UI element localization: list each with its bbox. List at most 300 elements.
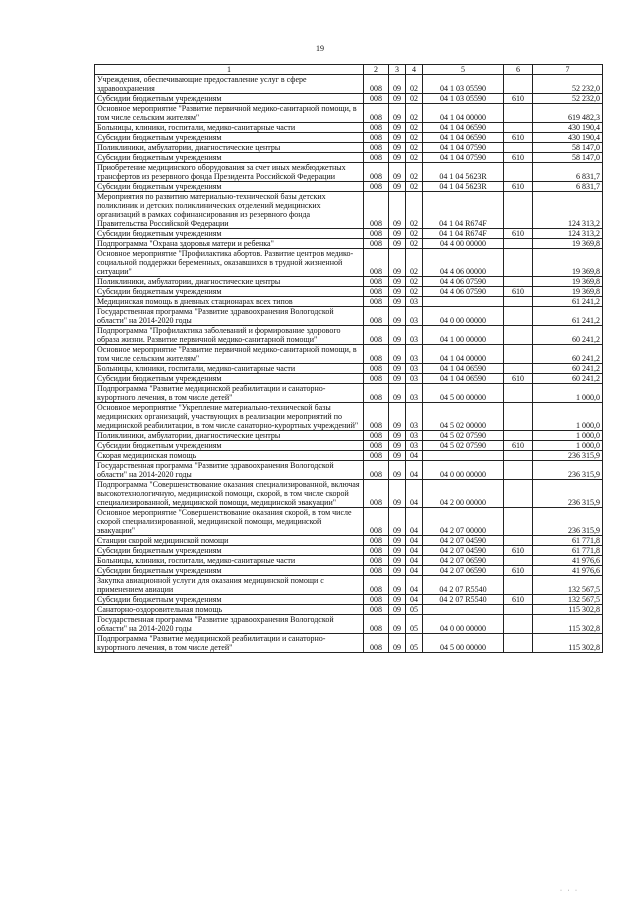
column-header: 6: [504, 65, 533, 75]
row-name: Медицинская помощь в дневных стационарах всех типов: [95, 297, 364, 307]
cell-rz: 09: [389, 431, 406, 441]
cell-gr: 008: [364, 307, 389, 326]
cell-vr: 610: [504, 229, 533, 239]
cell-rz: 09: [389, 576, 406, 595]
cell-pr: 04: [406, 480, 423, 508]
cell-vr: [504, 192, 533, 229]
cell-rz: 09: [389, 536, 406, 546]
cell-gr: 008: [364, 576, 389, 595]
table-row: [95, 461, 603, 480]
table-row: [95, 384, 603, 403]
cell-cs: 04 5 00 00000: [423, 384, 504, 403]
cell-cs: 04 1 04 07590: [423, 143, 504, 153]
cell-vr: 610: [504, 94, 533, 104]
row-name: Поликлиники, амбулатории, диагностические центры: [95, 143, 364, 153]
table-body: [95, 75, 603, 653]
cell-gr: 008: [364, 239, 389, 249]
column-header: 7: [533, 65, 603, 75]
cell-pr: 03: [406, 364, 423, 374]
cell-vr: [504, 605, 533, 615]
cell-sum: 19 369,8: [533, 287, 603, 297]
cell-gr: 008: [364, 287, 389, 297]
row-name: Основное мероприятие "Профилактика абортов. Развитие центров медико-социальной поддержки беременных, оказавшихся в трудной жизненной ситуации": [95, 249, 364, 277]
cell-sum: 124 313,2: [533, 192, 603, 229]
cell-pr: 03: [406, 345, 423, 364]
cell-rz: 09: [389, 364, 406, 374]
cell-gr: 008: [364, 441, 389, 451]
cell-rz: 09: [389, 249, 406, 277]
table-row: [95, 480, 603, 508]
cell-pr: 03: [406, 441, 423, 451]
cell-vr: 610: [504, 595, 533, 605]
row-name: Учреждения, обеспечивающие предоставление услуг в сфере здравоохранения: [95, 75, 364, 94]
cell-pr: 02: [406, 104, 423, 123]
cell-vr: [504, 143, 533, 153]
row-name: Закупка авиационной услуги для оказания медицинской помощи с применением авиации: [95, 576, 364, 595]
cell-cs: 04 1 04 06590: [423, 133, 504, 143]
cell-cs: 04 4 00 00000: [423, 239, 504, 249]
table-row: [95, 441, 603, 451]
cell-pr: 02: [406, 287, 423, 297]
row-name: Субсидии бюджетным учреждениям: [95, 374, 364, 384]
cell-rz: 09: [389, 104, 406, 123]
cell-rz: 09: [389, 508, 406, 536]
cell-sum: 19 369,8: [533, 277, 603, 287]
cell-gr: 008: [364, 431, 389, 441]
cell-gr: 008: [364, 403, 389, 431]
table-row: [95, 508, 603, 536]
cell-pr: 02: [406, 94, 423, 104]
cell-vr: [504, 163, 533, 182]
cell-sum: 236 315,9: [533, 480, 603, 508]
cell-cs: 04 1 03 05590: [423, 75, 504, 94]
cell-gr: 008: [364, 133, 389, 143]
row-name: Субсидии бюджетным учреждениям: [95, 94, 364, 104]
cell-cs: [423, 297, 504, 307]
row-name: Подпрограмма "Охрана здоровья матери и ребенка": [95, 239, 364, 249]
row-name: Станции скорой медицинской помощи: [95, 536, 364, 546]
cell-sum: 60 241,2: [533, 326, 603, 345]
cell-cs: 04 5 02 07590: [423, 441, 504, 451]
table-row: [95, 326, 603, 345]
scan-mark: · · ·: [560, 888, 579, 894]
table-row: [95, 615, 603, 634]
cell-gr: 008: [364, 153, 389, 163]
cell-vr: [504, 536, 533, 546]
cell-sum: 6 831,7: [533, 182, 603, 192]
cell-cs: 04 2 07 00000: [423, 508, 504, 536]
cell-sum: 58 147,0: [533, 153, 603, 163]
row-name: Субсидии бюджетным учреждениям: [95, 441, 364, 451]
cell-gr: 008: [364, 123, 389, 133]
column-header: 2: [364, 65, 389, 75]
cell-gr: 008: [364, 104, 389, 123]
row-name: Субсидии бюджетным учреждениям: [95, 182, 364, 192]
cell-gr: 008: [364, 364, 389, 374]
row-name: Подпрограмма "Развитие медицинской реабилитации и санаторно-курортного лечения, в том числе детей": [95, 384, 364, 403]
cell-pr: 03: [406, 431, 423, 441]
cell-sum: 115 302,8: [533, 615, 603, 634]
cell-pr: 02: [406, 192, 423, 229]
table-row: [95, 605, 603, 615]
cell-cs: 04 2 07 06590: [423, 556, 504, 566]
cell-vr: [504, 326, 533, 345]
row-name: Субсидии бюджетным учреждениям: [95, 229, 364, 239]
cell-sum: 19 369,8: [533, 239, 603, 249]
cell-vr: 610: [504, 287, 533, 297]
row-name: Мероприятия по развитию материально-технической базы детских поликлиник и детских поликлинических отделений медицинских организаций в рамках софинансирования из резервного фонда Правительства Российской Федерации: [95, 192, 364, 229]
row-name: Субсидии бюджетным учреждениям: [95, 546, 364, 556]
row-name: Основное мероприятие "Укрепление материально-технической базы медицинских организаций, участвующих в реализации мероприятий по медицинской реабилитации, в том числе санаторно-курортных учреждений": [95, 403, 364, 431]
cell-pr: 04: [406, 595, 423, 605]
table-row: [95, 556, 603, 566]
cell-rz: 09: [389, 94, 406, 104]
cell-gr: 008: [364, 143, 389, 153]
cell-pr: 02: [406, 249, 423, 277]
cell-rz: 09: [389, 605, 406, 615]
cell-cs: 04 1 04 06590: [423, 364, 504, 374]
cell-rz: 09: [389, 345, 406, 364]
cell-cs: 04 1 04 07590: [423, 153, 504, 163]
cell-cs: 04 1 04 5623R: [423, 163, 504, 182]
table-row: [95, 566, 603, 576]
cell-rz: 09: [389, 153, 406, 163]
cell-vr: [504, 480, 533, 508]
cell-vr: 610: [504, 133, 533, 143]
cell-vr: 610: [504, 153, 533, 163]
cell-cs: 04 4 06 00000: [423, 249, 504, 277]
cell-cs: 04 2 07 06590: [423, 566, 504, 576]
table-row: [95, 536, 603, 546]
cell-sum: 1 000,0: [533, 384, 603, 403]
cell-sum: 19 369,8: [533, 249, 603, 277]
column-header: 5: [423, 65, 504, 75]
cell-sum: 132 567,5: [533, 576, 603, 595]
table-row: [95, 249, 603, 277]
cell-pr: 04: [406, 576, 423, 595]
cell-rz: 09: [389, 297, 406, 307]
cell-vr: [504, 576, 533, 595]
table-row: [95, 345, 603, 364]
cell-pr: 04: [406, 566, 423, 576]
cell-cs: 04 0 00 00000: [423, 615, 504, 634]
cell-pr: 02: [406, 163, 423, 182]
cell-sum: 132 567,5: [533, 595, 603, 605]
table-row: [95, 451, 603, 461]
cell-gr: 008: [364, 595, 389, 605]
cell-cs: 04 4 06 07590: [423, 277, 504, 287]
cell-rz: 09: [389, 441, 406, 451]
cell-pr: 03: [406, 326, 423, 345]
budget-table: [94, 64, 603, 653]
cell-vr: [504, 384, 533, 403]
cell-vr: [504, 297, 533, 307]
cell-rz: 09: [389, 75, 406, 94]
row-name: Приобретение медицинского оборудования за счет иных межбюджетных трансфертов из резервного фонда Президента Российской Федерации: [95, 163, 364, 182]
cell-gr: 008: [364, 94, 389, 104]
cell-vr: [504, 104, 533, 123]
cell-rz: 09: [389, 163, 406, 182]
cell-gr: 008: [364, 249, 389, 277]
cell-pr: 02: [406, 75, 423, 94]
table-row: [95, 546, 603, 556]
cell-sum: 1 000,0: [533, 441, 603, 451]
cell-pr: 02: [406, 182, 423, 192]
cell-pr: 02: [406, 133, 423, 143]
cell-gr: 008: [364, 374, 389, 384]
table-row: [95, 229, 603, 239]
cell-gr: 008: [364, 326, 389, 345]
cell-sum: 115 302,8: [533, 605, 603, 615]
table-row: [95, 182, 603, 192]
cell-rz: 09: [389, 461, 406, 480]
row-name: Субсидии бюджетным учреждениям: [95, 287, 364, 297]
cell-gr: 008: [364, 566, 389, 576]
cell-vr: [504, 634, 533, 653]
cell-rz: 09: [389, 229, 406, 239]
cell-gr: 008: [364, 182, 389, 192]
cell-pr: 03: [406, 403, 423, 431]
cell-cs: 04 2 00 00000: [423, 480, 504, 508]
table-row: [95, 277, 603, 287]
table-row: [95, 403, 603, 431]
cell-pr: 04: [406, 556, 423, 566]
cell-gr: 008: [364, 192, 389, 229]
table-row: [95, 94, 603, 104]
row-name: Санаторно-оздоровительная помощь: [95, 605, 364, 615]
cell-pr: 02: [406, 277, 423, 287]
cell-vr: [504, 249, 533, 277]
cell-rz: 09: [389, 556, 406, 566]
cell-rz: 09: [389, 123, 406, 133]
cell-vr: 610: [504, 182, 533, 192]
table-row: [95, 364, 603, 374]
cell-pr: 02: [406, 229, 423, 239]
cell-cs: 04 2 07 R5540: [423, 595, 504, 605]
cell-pr: 04: [406, 546, 423, 556]
cell-rz: 09: [389, 595, 406, 605]
cell-rz: 09: [389, 182, 406, 192]
cell-gr: 008: [364, 345, 389, 364]
cell-cs: 04 1 04 R674F: [423, 192, 504, 229]
cell-gr: 008: [364, 605, 389, 615]
cell-sum: 52 232,0: [533, 94, 603, 104]
cell-gr: 008: [364, 536, 389, 546]
table-row: [95, 123, 603, 133]
cell-rz: 09: [389, 326, 406, 345]
cell-vr: [504, 307, 533, 326]
table-row: [95, 104, 603, 123]
cell-cs: 04 1 04 R674F: [423, 229, 504, 239]
cell-gr: 008: [364, 75, 389, 94]
table-row: [95, 133, 603, 143]
cell-gr: 008: [364, 384, 389, 403]
cell-vr: 610: [504, 546, 533, 556]
column-header: 3: [389, 65, 406, 75]
row-name: Подпрограмма "Профилактика заболеваний и формирование здорового образа жизни. Развитие первичной медико-санитарной помощи": [95, 326, 364, 345]
cell-gr: 008: [364, 277, 389, 287]
column-header: 1: [95, 65, 364, 75]
table-row: [95, 239, 603, 249]
cell-rz: 09: [389, 239, 406, 249]
cell-pr: 05: [406, 605, 423, 615]
table-row: [95, 163, 603, 182]
cell-pr: 03: [406, 307, 423, 326]
cell-gr: 008: [364, 508, 389, 536]
cell-pr: 03: [406, 297, 423, 307]
cell-pr: 04: [406, 508, 423, 536]
table-row: [95, 431, 603, 441]
cell-sum: 115 302,8: [533, 634, 603, 653]
cell-gr: 008: [364, 461, 389, 480]
cell-sum: 430 190,4: [533, 123, 603, 133]
cell-rz: 09: [389, 374, 406, 384]
table-row: [95, 576, 603, 595]
row-name: Государственная программа "Развитие здравоохранения Вологодской области" на 2014-2020 годы: [95, 461, 364, 480]
cell-cs: 04 0 00 00000: [423, 461, 504, 480]
cell-cs: 04 1 04 00000: [423, 345, 504, 364]
cell-rz: 09: [389, 480, 406, 508]
cell-gr: 008: [364, 297, 389, 307]
cell-pr: 03: [406, 374, 423, 384]
cell-sum: 60 241,2: [533, 364, 603, 374]
cell-rz: 09: [389, 143, 406, 153]
cell-cs: 04 1 04 5623R: [423, 182, 504, 192]
row-name: Основное мероприятие "Развитие первичной медико-санитарной помощи, в том числе сельским жителям": [95, 104, 364, 123]
cell-sum: 60 241,2: [533, 374, 603, 384]
table-row: [95, 595, 603, 605]
table-row: [95, 75, 603, 94]
cell-cs: 04 1 04 06590: [423, 374, 504, 384]
cell-gr: 008: [364, 163, 389, 182]
cell-pr: 02: [406, 143, 423, 153]
cell-sum: 58 147,0: [533, 143, 603, 153]
cell-sum: 619 482,3: [533, 104, 603, 123]
table-row: [95, 634, 603, 653]
cell-cs: 04 5 02 00000: [423, 403, 504, 431]
cell-pr: 05: [406, 634, 423, 653]
cell-vr: [504, 364, 533, 374]
table-row: [95, 307, 603, 326]
row-name: Субсидии бюджетным учреждениям: [95, 153, 364, 163]
cell-gr: 008: [364, 615, 389, 634]
cell-sum: 61 241,2: [533, 297, 603, 307]
cell-vr: [504, 345, 533, 364]
cell-rz: 09: [389, 192, 406, 229]
cell-rz: 09: [389, 403, 406, 431]
cell-gr: 008: [364, 451, 389, 461]
row-name: Подпрограмма "Совершенствование оказания специализированной, включая высокотехнологичную, медицинской помощи, скорой, в том числе скорой специализированной, медицинской помощи, медицинской эвакуации": [95, 480, 364, 508]
row-name: Субсидии бюджетным учреждениям: [95, 595, 364, 605]
cell-cs: 04 4 06 07590: [423, 287, 504, 297]
cell-vr: [504, 239, 533, 249]
cell-cs: 04 2 07 04590: [423, 536, 504, 546]
cell-vr: [504, 75, 533, 94]
table-row: [95, 192, 603, 229]
table-row: [95, 287, 603, 297]
cell-gr: 008: [364, 229, 389, 239]
cell-sum: 124 313,2: [533, 229, 603, 239]
cell-rz: 09: [389, 566, 406, 576]
cell-vr: 610: [504, 441, 533, 451]
cell-vr: [504, 508, 533, 536]
cell-pr: 02: [406, 123, 423, 133]
cell-sum: 1 000,0: [533, 431, 603, 441]
row-name: Основное мероприятие "Совершенствование оказания скорой, в том числе скорой специализированной, медицинской помощи, медицинской эвакуации": [95, 508, 364, 536]
cell-cs: [423, 605, 504, 615]
cell-pr: 04: [406, 536, 423, 546]
cell-vr: [504, 277, 533, 287]
cell-rz: 09: [389, 287, 406, 297]
table-row: [95, 153, 603, 163]
cell-pr: 04: [406, 461, 423, 480]
cell-rz: 09: [389, 615, 406, 634]
cell-sum: 61 771,8: [533, 546, 603, 556]
row-name: Государственная программа "Развитие здравоохранения Вологодской области" на 2014-2020 годы: [95, 615, 364, 634]
row-name: Скорая медицинская помощь: [95, 451, 364, 461]
row-name: Субсидии бюджетным учреждениям: [95, 133, 364, 143]
cell-sum: 1 000,0: [533, 403, 603, 431]
cell-gr: 008: [364, 634, 389, 653]
cell-pr: 05: [406, 615, 423, 634]
cell-cs: 04 5 02 07590: [423, 431, 504, 441]
cell-sum: 60 241,2: [533, 345, 603, 364]
cell-rz: 09: [389, 133, 406, 143]
cell-sum: 52 232,0: [533, 75, 603, 94]
cell-cs: 04 2 07 04590: [423, 546, 504, 556]
cell-gr: 008: [364, 556, 389, 566]
cell-pr: 02: [406, 153, 423, 163]
cell-sum: 61 241,2: [533, 307, 603, 326]
cell-sum: 61 771,8: [533, 536, 603, 546]
cell-cs: 04 2 07 R5540: [423, 576, 504, 595]
cell-rz: 09: [389, 384, 406, 403]
row-name: Государственная программа "Развитие здравоохранения Вологодской области" на 2014-2020 годы: [95, 307, 364, 326]
cell-gr: 008: [364, 546, 389, 556]
cell-vr: [504, 123, 533, 133]
cell-cs: 04 1 04 06590: [423, 123, 504, 133]
table-header-row: [95, 65, 603, 75]
row-name: Больницы, клиники, госпитали, медико-санитарные части: [95, 556, 364, 566]
cell-vr: 610: [504, 374, 533, 384]
cell-cs: 04 5 00 00000: [423, 634, 504, 653]
cell-sum: 430 190,4: [533, 133, 603, 143]
cell-vr: [504, 556, 533, 566]
row-name: Больницы, клиники, госпитали, медико-санитарные части: [95, 123, 364, 133]
cell-gr: 008: [364, 480, 389, 508]
cell-cs: [423, 451, 504, 461]
cell-rz: 09: [389, 277, 406, 287]
cell-cs: 04 1 04 00000: [423, 104, 504, 123]
cell-vr: [504, 615, 533, 634]
cell-vr: [504, 431, 533, 441]
cell-vr: [504, 461, 533, 480]
cell-vr: 610: [504, 566, 533, 576]
cell-cs: 04 0 00 00000: [423, 307, 504, 326]
table-row: [95, 143, 603, 153]
table-row: [95, 297, 603, 307]
page-number: 19: [316, 44, 324, 53]
cell-sum: 236 315,9: [533, 508, 603, 536]
cell-rz: 09: [389, 451, 406, 461]
row-name: Основное мероприятие "Развитие первичной медико-санитарной помощи, в том числе сельским жителям": [95, 345, 364, 364]
cell-pr: 04: [406, 451, 423, 461]
cell-pr: 03: [406, 384, 423, 403]
column-header: 4: [406, 65, 423, 75]
cell-sum: 236 315,9: [533, 461, 603, 480]
row-name: Поликлиники, амбулатории, диагностические центры: [95, 431, 364, 441]
cell-sum: 6 831,7: [533, 163, 603, 182]
